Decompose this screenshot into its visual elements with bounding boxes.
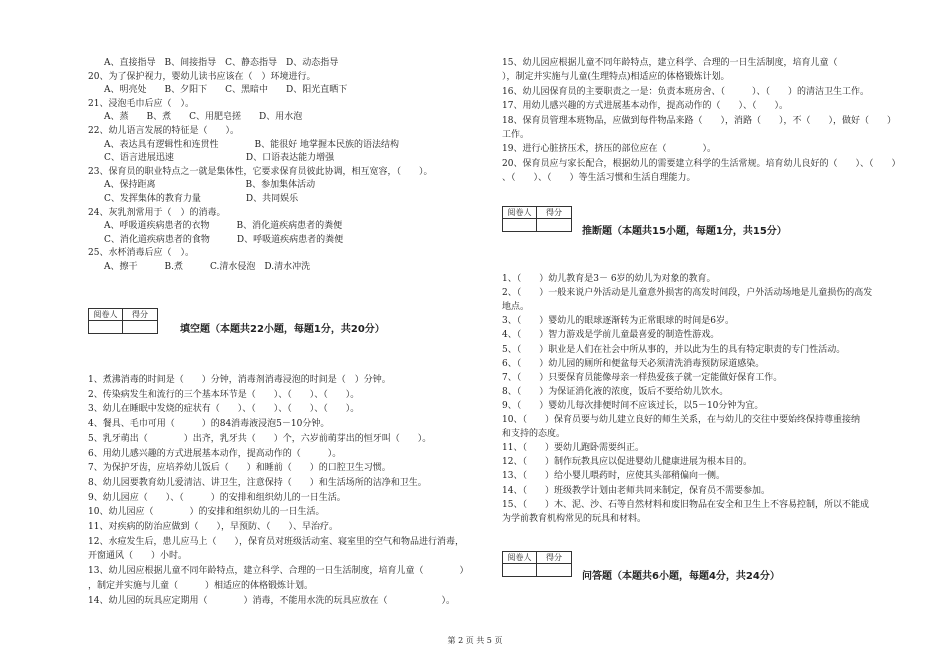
judge_items-line: 8、（ ）为保证消化液的浓度，饭后不要给幼儿饮水。 [502, 386, 729, 397]
judge_items-line: 10、（ ）保育员要与幼儿建立良好的师生关系，在与幼儿的交往中要始终保持尊重接纳 [502, 415, 860, 425]
fill_items-line: 7、为保护牙齿，应培养幼儿饭后（ ）和睡前（ ）的口腔卫生习惯。 [88, 463, 391, 474]
fill_items-line: ，制定并实施与儿童（ ）相适应的体格锻炼计划。 [88, 580, 314, 591]
reviewer-label: 阅卷人 [89, 309, 123, 321]
left_top-line: A、呼吸道疾病患者的衣物 B、消化道疾病患者的粪便 [104, 221, 343, 232]
fill_items-line: 1、煮沸消毒的时间是（ ）分钟，消毒剂消毒浸泡的时间是（ ）分钟。 [88, 375, 391, 385]
judge_items-line: 15、（ ）木、泥、沙、石等自然材料和废旧物品在安全和卫生上不容易控制，所以不能成 [502, 499, 869, 510]
right_top-line: ），制定并实施与儿童(生理特点)相适应的体格锻炼计划。 [502, 72, 730, 83]
left_top-line: 22、幼儿语言发展的特征是（ ）。 [88, 126, 239, 136]
reviewer-label: 阅卷人 [503, 552, 537, 564]
judge_items-line: 和支持的态度。 [502, 429, 566, 440]
right_top-line: 、（ ）、（ ）等生活习惯和生活自理能力。 [502, 173, 696, 184]
page-footer: 第 2 页 共 5 页 [447, 636, 503, 645]
reviewer-label: 阅卷人 [503, 207, 537, 219]
left_top-line: C、发挥集体的教育力量 D、共同娱乐 [104, 194, 299, 204]
right_top-line: 18、保育员管理本班物品，应做到每件物品来路（ ），消路（ ），不（ ），做好（ ） [502, 115, 896, 126]
judge_items-line: 6、（ ）幼儿园的厕所和便盆每天必须清洗消毒预防尿道感染。 [502, 358, 765, 369]
section-title-fill: 填空题（本题共22小题，每题1分，共20分） [180, 324, 385, 335]
fill_items-line: 14、幼儿园的玩具应定期用（ ）消毒，不能用水洗的玩具应放在（ ）。 [88, 595, 455, 606]
left_top-line: 24、灰乳剂常用于（ ）的消毒。 [88, 207, 226, 218]
score-cell [537, 564, 571, 576]
left_top-line: 23、保育员的职业特点之一就是集体性，它要求保育员彼此协调，相互宽容，（ ）。 [88, 166, 433, 177]
score-cell [537, 219, 571, 231]
fill_items-line: 5、乳牙萌出（ ）出齐，乳牙共（ ）个，六岁前萌芽出的恒牙叫（ ）。 [88, 433, 432, 444]
left_top-line: C、消化道疾病患者的食物 D、呼吸道疾病患者的粪便 [104, 234, 344, 245]
right_top-line: 工作。 [502, 130, 530, 140]
judge_items-line: 9、（ ）婴幼儿每次排便时间不应该过长，以5－10分钟为宜。 [502, 400, 764, 411]
right_top-line: 19、进行心脏挤压术，挤压的部位应在（ ）。 [502, 144, 716, 155]
left_top-line: A、直接指导 B、间接指导 C、静态指导 D、动态指导 [104, 58, 339, 68]
fill_items-line: 13、幼儿园应根据儿童不同年龄特点，建立科学、合理的一日生活制度，培育儿童（ ） [88, 566, 469, 577]
judge_items-line: 7、（ ）只要保育员能像母亲一样热爱孩子就一定能做好保育工作。 [502, 372, 783, 383]
left_top-line: 25、水杯消毒后应（ ）。 [88, 248, 194, 259]
right_top-line: 16、幼儿园保育员的主要职责之一是：负责本班房舍、（ ）、（ ）的清洁卫生工作。 [502, 86, 869, 97]
fill_items-line: 4、餐具、毛巾可用（ ）的84消毒液浸泡5－10分钟。 [88, 419, 330, 430]
fill_items-line: 10、幼儿园应（ ）的安排和组织幼儿的一日生活。 [88, 507, 325, 518]
score-box-judge [502, 206, 572, 232]
score-label: 得分 [537, 552, 571, 564]
fill_items-line: 8、幼儿园要教育幼儿爱清洁、讲卫生，注意保持（ ）和生活场所的洁净和卫生。 [88, 477, 427, 488]
reviewer-cell [89, 321, 123, 333]
section-title-qa: 问答题（本题共6小题，每题4分，共24分） [582, 571, 780, 582]
left_top-line: A、蒸 B、煮 C、用肥皂搓 D、用水泡 [104, 112, 303, 123]
score-cell [123, 321, 157, 333]
section-title-judge: 推断题（本题共15小题，每题1分，共15分） [582, 226, 787, 237]
judge_items-line: 14、（ ）班级教学计划由老师共同来制定，保育员不需要参加。 [502, 485, 770, 496]
judge_items-line: 地点。 [502, 302, 530, 313]
judge_items-line: 11、（ ）要幼儿跑卧需要纠正。 [502, 443, 644, 454]
fill_items-line: 2、传染病发生和流行的三个基本环节是（ ）、（ ）、（ ）。 [88, 389, 360, 400]
reviewer-cell [503, 219, 537, 231]
fill_items-line: 3、幼儿在睡眠中发烧的症状有（ ）、（ ）、（ ）、（ ）。 [88, 404, 360, 415]
left_top-line: 21、浸泡毛巾后应（ ）。 [88, 98, 194, 109]
left_top-line: A、表达具有逻辑性和连贯性 B、能很好 地掌握本民族的语法结构 [104, 139, 399, 150]
judge_items-line: 13、（ ）给小婴儿喂药时，应使其头部稍偏向一侧。 [502, 471, 725, 482]
judge_items-line: 12、（ ）制作玩教具应以促进婴幼儿健康进展为根本目的。 [502, 457, 752, 468]
right_top-line: 15、幼儿园应根据儿童不同年龄特点，建立科学、合理的一日生活制度，培育儿童（ [502, 58, 892, 68]
judge_items-line: 为学前教育机构常见的玩具和材料。 [502, 513, 647, 524]
left_top-line: A、保持距离 B、参加集体活动 [104, 180, 316, 191]
left_top-line: C、语言进展迅速 D、口语表达能力增强 [104, 153, 335, 164]
judge_items-line: 1、（ ）幼儿教育是3－ 6岁的幼儿为对象的教育。 [502, 274, 716, 284]
score-label: 得分 [123, 309, 157, 321]
judge_items-line: 2、（ ）一般来说户外活动是儿童意外损害的高发时间段，户外活动场地是儿童损伤的高发 [502, 288, 873, 299]
left_top-line: 20、为了保护视力，婴幼儿读书应该在（ ）环境进行。 [88, 71, 316, 82]
right_top-line: 17、用幼儿感兴趣的方式进展基本动作，提高动作的（ ）、（ ）。 [502, 101, 788, 112]
left_top-line: A、擦干 B.煮 C.清水侵泡 D.清水冲洗 [104, 262, 311, 272]
fill_items-line: 6、用幼儿感兴趣的方式进展基本动作，提高动作的（ ）。 [88, 448, 342, 459]
score-label: 得分 [537, 207, 571, 219]
fill_items-line: 开窗通风（ ）小时。 [88, 551, 188, 562]
score-box-qa [502, 551, 572, 577]
fill_items-line: 11、对疾病的防治应做到（ ），早预防、（ ）、早治疗。 [88, 522, 338, 532]
score-box-fill [88, 308, 158, 334]
judge_items-line: 3、（ ）婴幼儿的眼球逐渐转为正常眼球的时间是6岁。 [502, 316, 734, 327]
left_top-line: A、明亮处 B、夕阳下 C、黑暗中 D、阳光直晒下 [104, 85, 348, 96]
judge_items-line: 5、（ ）职业是人们在社会中所从事的，并以此为生的具有特定职责的专门性活动。 [502, 344, 846, 355]
fill_items-line: 9、幼儿园应（ ）、（ ）的安排和组织幼儿的一日生活。 [88, 492, 346, 503]
reviewer-cell [503, 564, 537, 576]
judge_items-line: 4、（ ）智力游戏是学前儿童最喜爱的制造性游戏。 [502, 330, 720, 341]
right_top-line: 20、保育员应与家长配合，根据幼儿的需要建立科学的生活常规。培育幼儿良好的（ ）、（ ） [502, 158, 901, 169]
fill_items-line: 12、水痘发生后，患儿应马上（ ），保育员对班级活动室、寝室里的空气和物品进行消毒， [88, 536, 464, 547]
